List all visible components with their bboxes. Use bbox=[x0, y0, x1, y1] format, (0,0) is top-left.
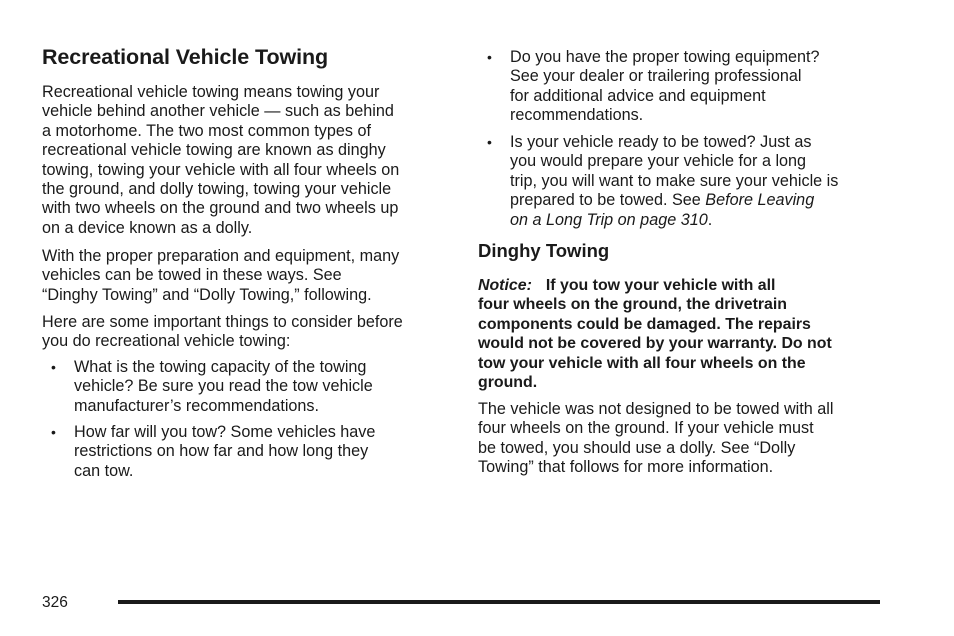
subsection-heading: Dinghy Towing bbox=[478, 240, 610, 261]
text-line: How far will you tow? Some vehicles have bbox=[74, 423, 376, 441]
section-heading: Recreational Vehicle Towing bbox=[42, 45, 329, 69]
bullet-list bbox=[42, 358, 447, 416]
text-line: with two wheels on the ground and two wheels up bbox=[42, 199, 399, 218]
considerations-paragraph bbox=[42, 313, 447, 352]
text-line: can tow. bbox=[74, 461, 134, 480]
text-line: Do you have the proper towing equipment? bbox=[510, 48, 820, 66]
notice-paragraph bbox=[478, 276, 878, 392]
bullet-item-tow-distance bbox=[42, 423, 447, 481]
text-line: you do recreational vehicle towing: bbox=[42, 332, 291, 351]
intro-paragraph bbox=[42, 83, 447, 238]
bullet-list bbox=[42, 423, 447, 481]
text-line: What is the towing capacity of the towing bbox=[74, 358, 367, 376]
text-line: the ground, and dolly towing, towing your vehicle bbox=[42, 180, 392, 199]
text-line: a motorhome. The two most common types of bbox=[42, 121, 371, 140]
page-number: 326 bbox=[42, 594, 68, 611]
text-line: restrictions on how far and how long they bbox=[74, 442, 369, 461]
text-line: prepared to be towed. See bbox=[510, 191, 706, 210]
text-line: vehicle? Be sure you read the tow vehicle bbox=[74, 377, 373, 396]
bullet-icon: • bbox=[487, 134, 492, 150]
page-reference: on a Long Trip on page 310 bbox=[510, 210, 708, 229]
bullet-icon: • bbox=[51, 424, 56, 440]
dolly-paragraph bbox=[478, 400, 880, 478]
bullet-item-vehicle-ready bbox=[478, 133, 880, 230]
text-line: tow your vehicle with all four wheels on the bbox=[478, 354, 806, 372]
text-line: components could be damaged. The repairs bbox=[478, 315, 811, 333]
text-line: would not be covered by your warranty. Do not bbox=[478, 335, 832, 353]
text-line: recommendations. bbox=[510, 106, 644, 125]
text-line: ground. bbox=[478, 374, 538, 392]
page-reference: Before Leaving bbox=[705, 191, 815, 210]
text-line: be towed, you should use a dolly. See “Dolly bbox=[478, 438, 796, 457]
preparation-paragraph bbox=[42, 247, 447, 305]
text-line: manufacturer’s recommendations. bbox=[74, 396, 320, 415]
text-line: Towing” that follows for more information. bbox=[478, 458, 774, 477]
footer-divider bbox=[118, 600, 880, 604]
text-line: With the proper preparation and equipment, many bbox=[42, 247, 400, 265]
text-line: four wheels on the ground. If your vehicle must bbox=[478, 419, 814, 438]
notice-label: Notice: bbox=[478, 277, 532, 294]
text-line: on a device known as a dolly. bbox=[42, 218, 253, 237]
bullet-item-towing-capacity bbox=[42, 358, 447, 416]
bullet-list bbox=[478, 48, 880, 126]
text-line: See your dealer or trailering professional bbox=[510, 67, 802, 86]
text-line: trip, you will want to make sure your vehicle is bbox=[510, 171, 839, 190]
text-line: Here are some important things to consider before bbox=[42, 313, 403, 331]
text-line: Recreational vehicle towing means towing your bbox=[42, 83, 380, 101]
text-line: towing, towing your vehicle with all four wheels on bbox=[42, 160, 400, 179]
bullet-item-towing-equipment bbox=[478, 48, 880, 126]
text-line: four wheels on the ground, the drivetrain bbox=[478, 296, 788, 314]
bullet-icon: • bbox=[51, 359, 56, 375]
text-line: vehicle behind another vehicle — such as behind bbox=[42, 102, 394, 121]
text-line: vehicles can be towed in these ways. See bbox=[42, 266, 342, 285]
bullet-icon: • bbox=[487, 49, 492, 65]
text-line: you would prepare your vehicle for a long bbox=[510, 152, 807, 171]
text-line: If you tow your vehicle with all bbox=[545, 277, 776, 294]
text-line: recreational vehicle towing are known as dinghy bbox=[42, 141, 386, 160]
text-line: . bbox=[707, 210, 713, 229]
text-line: for additional advice and equipment bbox=[510, 86, 766, 105]
text-line: “Dinghy Towing” and “Dolly Towing,” following. bbox=[42, 285, 372, 304]
text-line: Is your vehicle ready to be towed? Just as bbox=[510, 133, 812, 151]
text-line: The vehicle was not designed to be towed with all bbox=[478, 400, 834, 418]
bullet-list bbox=[478, 133, 880, 230]
